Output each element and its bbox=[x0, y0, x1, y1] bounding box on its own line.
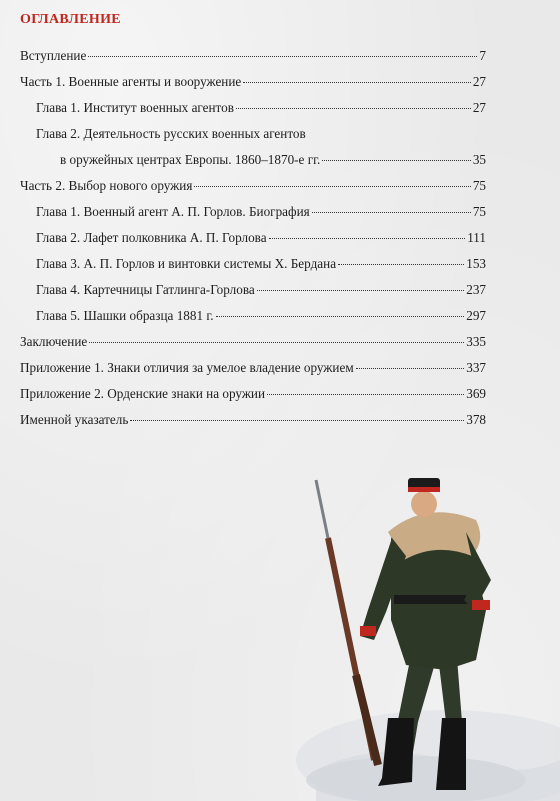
dot-leader bbox=[88, 56, 477, 57]
toc-page-number: 75 bbox=[472, 204, 486, 219]
toc-entry-label-line1: Глава 2. Деятельность русских военных агентов bbox=[36, 126, 306, 141]
toc-entry-label: Приложение 1. Знаки отличия за умелое владение оружием bbox=[20, 360, 354, 375]
toc-page-number: 75 bbox=[472, 178, 486, 193]
toc-page-number: 35 bbox=[472, 152, 486, 167]
toc-entry-label: Глава 3. А. П. Горлов и винтовки системы Х. Бердана bbox=[36, 256, 337, 271]
toc-page-number: 237 bbox=[466, 282, 486, 297]
dot-leader bbox=[243, 82, 471, 83]
dot-leader bbox=[269, 238, 466, 239]
dot-leader bbox=[257, 290, 464, 291]
dot-leader bbox=[194, 186, 470, 187]
dot-leader bbox=[236, 108, 471, 109]
toc-page-number: 297 bbox=[466, 308, 486, 323]
soldier-with-rifle-illustration bbox=[296, 460, 560, 801]
dot-leader bbox=[356, 368, 465, 369]
toc-entry-conclusion bbox=[20, 334, 486, 350]
dot-leader bbox=[130, 420, 464, 421]
toc-entry-part-2-chapter-5 bbox=[20, 308, 486, 324]
dot-leader bbox=[89, 342, 464, 343]
toc-entry-label: Вступление bbox=[20, 48, 87, 63]
toc-entry-label: Глава 1. Военный агент А. П. Горлов. Биография bbox=[36, 204, 310, 219]
dot-leader bbox=[216, 316, 465, 317]
dot-leader bbox=[338, 264, 464, 265]
toc-entry-part-1-chapter-2 bbox=[20, 152, 486, 168]
toc-entry-part-1-chapter-1 bbox=[20, 100, 486, 116]
dot-leader bbox=[322, 160, 470, 161]
toc-entry-appendix-2 bbox=[20, 386, 486, 402]
toc-entry-label: Заключение bbox=[20, 334, 88, 349]
toc-page-number: 337 bbox=[466, 360, 486, 375]
toc-entry-label: Часть 1. Военные агенты и вооружение bbox=[20, 74, 242, 89]
toc-entry-name-index bbox=[20, 412, 486, 428]
toc-entry-label: Часть 2. Выбор нового оружия bbox=[20, 178, 193, 193]
toc-entry-label: Приложение 2. Орденские знаки на оружии bbox=[20, 386, 266, 401]
toc-entry-part-2-chapter-4 bbox=[20, 282, 486, 298]
toc-page-number: 27 bbox=[472, 74, 486, 89]
toc-page-number: 27 bbox=[472, 100, 486, 115]
toc-entry-part-2-chapter-2 bbox=[20, 230, 486, 246]
toc-entry-part-2-chapter-3 bbox=[20, 256, 486, 272]
toc-entry-label: Именной указатель bbox=[20, 412, 129, 427]
toc-entry-part-2-chapter-1 bbox=[20, 204, 486, 220]
toc-entry-label: в оружейных центрах Европы. 1860–1870-е гг. bbox=[60, 152, 321, 167]
toc-page-number: 111 bbox=[467, 230, 486, 245]
dot-leader bbox=[312, 212, 471, 213]
toc-entry-intro bbox=[20, 48, 486, 64]
toc-entry-part-2 bbox=[20, 178, 486, 194]
toc-entry-label: Глава 2. Лафет полковника А. П. Горлова bbox=[36, 230, 267, 245]
toc-entry-label: Глава 5. Шашки образца 1881 г. bbox=[36, 308, 214, 323]
toc-page-number: 153 bbox=[466, 256, 486, 271]
toc-page-number: 369 bbox=[466, 386, 486, 401]
toc-entry-appendix-1 bbox=[20, 360, 486, 376]
toc-entry-label: Глава 4. Картечницы Гатлинга-Горлова bbox=[36, 282, 255, 297]
toc-heading: ОГЛАВЛЕНИЕ bbox=[20, 12, 121, 27]
toc-page-number: 378 bbox=[466, 412, 486, 427]
toc-page-number: 335 bbox=[466, 334, 486, 349]
toc-page-number: 7 bbox=[479, 48, 486, 63]
dot-leader bbox=[267, 394, 464, 395]
toc-entry-label: Глава 1. Институт военных агентов bbox=[36, 100, 234, 115]
toc-entry-part-1 bbox=[20, 74, 486, 90]
